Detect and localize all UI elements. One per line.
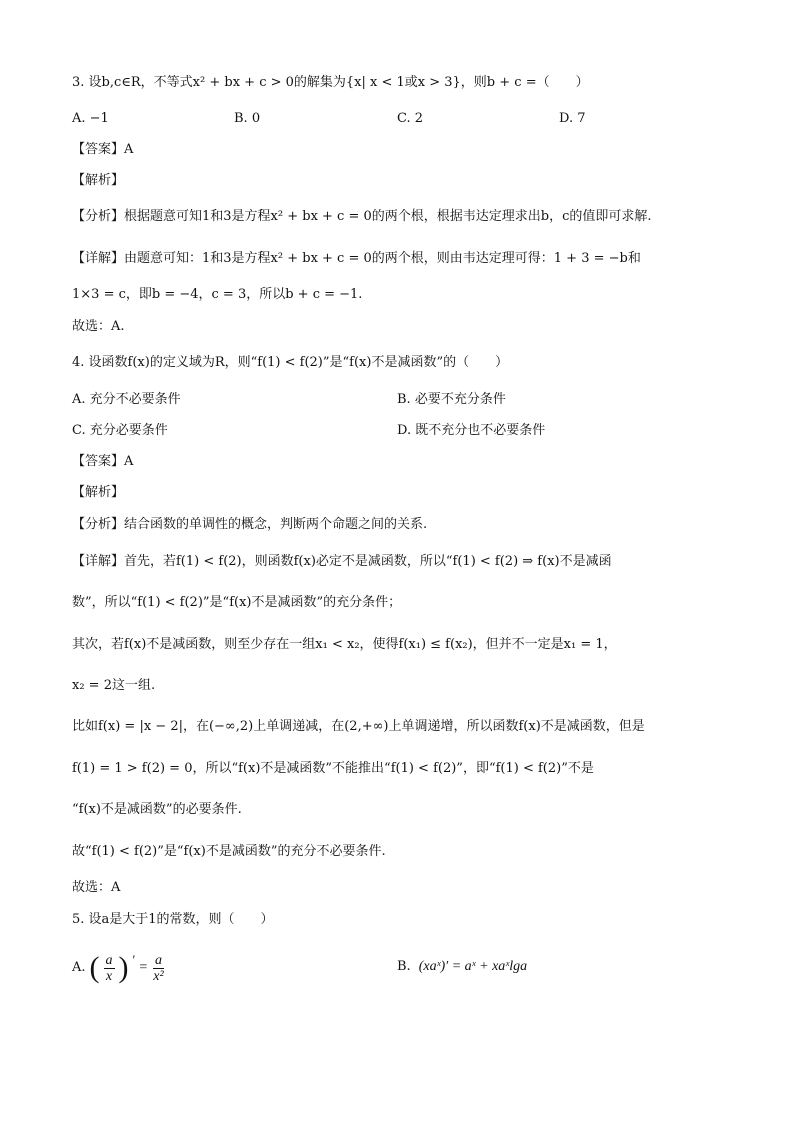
q4-detail-line-1: 【详解】首先，若f(1) < f(2)，则函数f(x)必定不是减函数，所以“f(1) < f(2) ⇒ f(x)不是减函 [72,554,612,569]
q5-option-a-fraction [104,953,115,984]
q3-stem: 3. 设b,c∈R，不等式x² + bx + c > 0的解集为{x| x < 1或x > 3}，则b + c =（ ） [72,75,589,90]
q3-answer: 【答案】A [72,142,134,157]
q4-option-c: C. 充分必要条件 [72,423,168,438]
q4-answer: 【答案】A [72,454,134,469]
q3-detail-line-2: 1×3 = c，即b = −4，c = 3，所以b + c = −1. [72,287,363,302]
q5-option-a-rhs-fraction [151,953,165,984]
q5-option-a-equals: = [139,960,148,975]
q5-option-b-label: B. [397,959,411,974]
left-paren-icon: ( [89,951,100,984]
q5-option-a-denominator: x [105,968,113,984]
q4-stem: 4. 设函数f(x)的定义域为R，则“f(1) < f(2)”是“f(x)不是减函数”的（ ） [72,355,509,370]
q5-option-b-expression: (xaˣ)′ = aˣ + xaˣlga [418,959,528,974]
q3-analysis-heading: 【解析】 [72,173,125,188]
q4-detail-line-2: 数”，所以“f(1) < f(2)”是“f(x)不是减函数”的充分条件； [72,595,402,610]
right-paren-icon: ) [118,951,129,984]
q4-choice: 故选：A [72,880,121,895]
q4-option-d: D. 既不充分也不必要条件 [397,423,546,438]
q5-stem: 5. 设a是大于1的常数，则（ ） [72,912,274,927]
q4-analysis-heading: 【解析】 [72,485,125,500]
prime-icon: ′ [132,952,136,967]
q4-option-a: A. 充分不必要条件 [72,392,181,407]
q3-option-c: C. 2 [397,111,424,126]
q3-option-b: B. 0 [234,111,261,126]
q5-option-b [397,958,527,976]
q5-option-a-numerator: a [105,952,113,968]
q4-detail-line-6: f(1) = 1 > f(2) = 0，所以“f(x)不是减函数”不能推出“f(1) < f(2)”，即“f(1) < f(2)”不是 [72,761,594,776]
q4-detail-line-8: 故“f(1) < f(2)”是“f(x)不是减函数”的充分不必要条件. [72,844,386,859]
q5-option-a-rhs-denominator: x² [153,968,164,984]
q3-option-a: A. −1 [72,111,109,126]
q3-choice: 故选：A. [72,319,125,334]
q5-option-a-label: A. [72,960,86,975]
q4-detail-line-3: 其次，若f(x)不是减函数，则至少存在一组x₁ < x₂，使得f(x₁) ≤ f(x₂)，但并不一定是x₁ = 1， [72,637,617,652]
q3-analysis: 【分析】根据题意可知1和3是方程x² + bx + c = 0的两个根，根据韦达定理求出b，c的值即可求解. [72,209,652,224]
q4-detail-line-5: 比如f(x) = |x − 2|，在(−∞,2)上单调递减，在(2,+∞)上单调递增，所以函数f(x)不是减函数，但是 [72,719,645,734]
q4-analysis: 【分析】结合函数的单调性的概念，判断两个命题之间的关系. [72,517,428,532]
q4-detail-line-7: “f(x)不是减函数”的必要条件. [72,802,242,817]
q3-detail-line-1: 【详解】由题意可知：1和3是方程x² + bx + c = 0的两个根，则由韦达定理可得：1 + 3 = −b和 [72,251,641,266]
q4-detail-line-4: x₂ = 2这一组. [72,678,156,693]
q3-option-d: D. 7 [559,111,586,126]
q5-option-a-rhs-numerator: a [154,952,162,968]
q4-option-b: B. 必要不充分条件 [397,392,506,407]
q5-option-a [72,945,166,991]
